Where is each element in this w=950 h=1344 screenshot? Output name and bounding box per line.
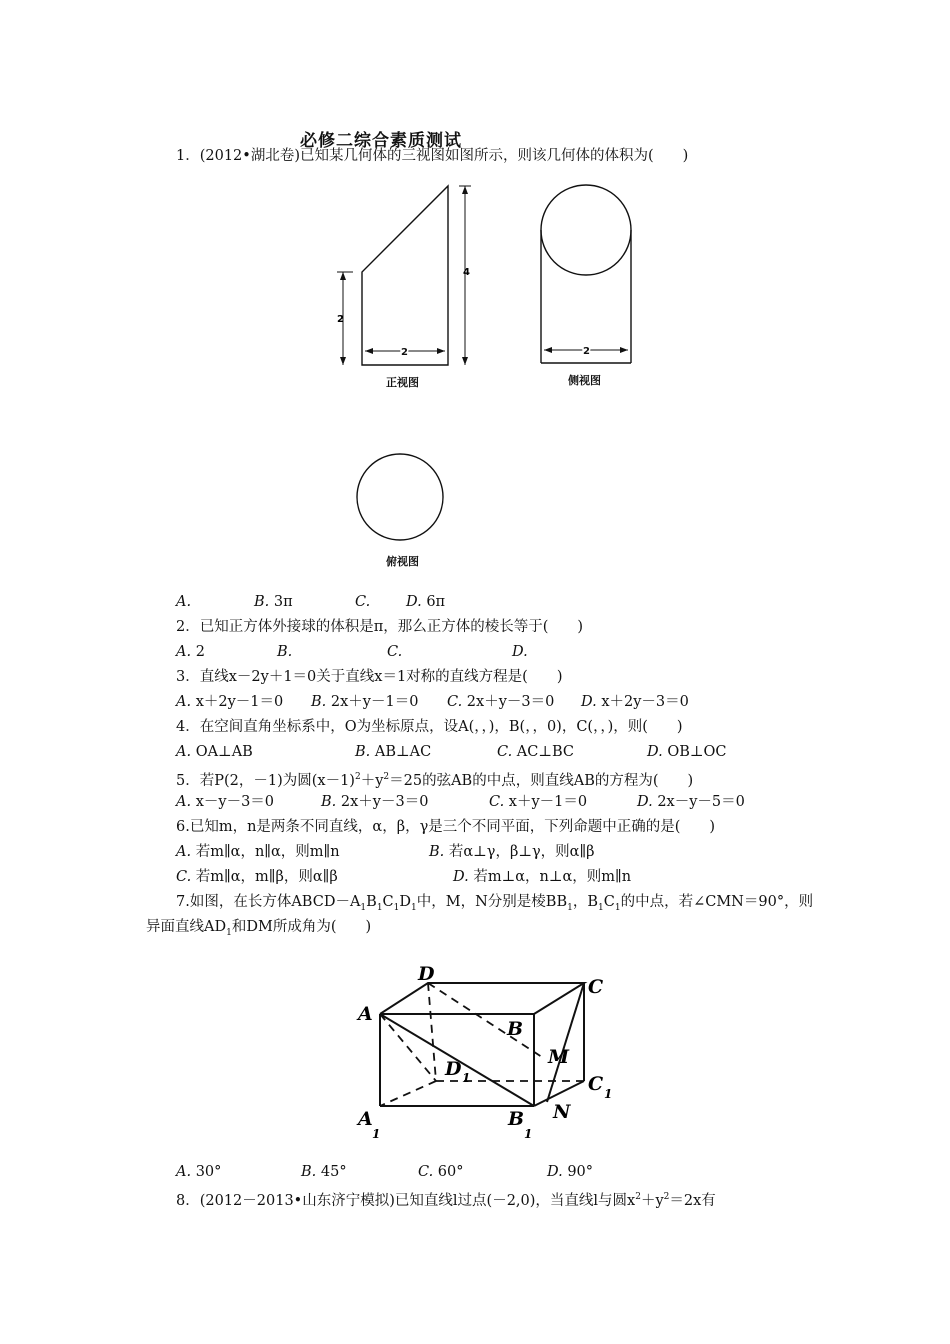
q1-option-d[interactable]: D. 6π xyxy=(406,594,446,610)
svg-text:1: 1 xyxy=(604,1087,613,1101)
vertex-label-c1: C xyxy=(588,1073,604,1095)
question-8-text: 8．(2012－2013•山东济宁模拟)已知直线l过点(－2,0)，当直线l与圆$x^2+y^2=2x$有 xyxy=(176,1192,716,1209)
q5-option-c[interactable]: C. x＋y－1＝0 xyxy=(489,794,588,810)
vertex-label-b1: B xyxy=(508,1108,525,1130)
q6-option-b[interactable]: B. 若α⊥γ，β⊥γ，则α∥β xyxy=(429,844,595,860)
front-right-dim-label: 4 xyxy=(463,267,470,278)
top-view-circle xyxy=(357,454,443,540)
front-view-figure xyxy=(325,180,475,370)
q7-option-b[interactable]: B. 45° xyxy=(301,1164,347,1180)
side-view-circle xyxy=(541,185,631,275)
side-view-figure xyxy=(535,180,640,370)
q3-option-d[interactable]: D. x＋2y－3＝0 xyxy=(581,694,689,710)
q6-option-d[interactable]: D. 若m⊥α，n⊥α，则m∥n xyxy=(453,869,632,885)
q1-option-c[interactable]: C. xyxy=(355,594,371,610)
front-left-dim-label: 2 xyxy=(337,314,344,325)
q4-option-c[interactable]: C. AC⊥BC xyxy=(497,744,575,760)
q7-option-c[interactable]: C. 60° xyxy=(418,1164,464,1180)
q3-option-b[interactable]: B. 2x＋y－1＝0 xyxy=(311,694,419,710)
q5-option-d[interactable]: D. 2x－y－5＝0 xyxy=(637,794,745,810)
page-title: 必修二综合素质测试 xyxy=(300,131,462,151)
svg-text:1: 1 xyxy=(462,1071,471,1085)
q4-option-a[interactable]: A. OA⊥AB xyxy=(176,744,253,760)
q5-option-b[interactable]: B. 2x＋y－3＝0 xyxy=(321,794,429,810)
question-4-text: 4．在空间直角坐标系中，O为坐标原点，设A(，，)，B(，，0)，C(，，)，则( ) xyxy=(176,719,683,735)
front-view-caption: 正视图 xyxy=(386,376,419,389)
question-7-text-line1: 7.如图，在长方体$ABCD-A_1B_1C_1D_1$中，M，N分别是棱$BB_1$，$B_1C_1$的中点，若∠CMN＝90°，则 xyxy=(176,894,814,913)
svg-text:1: 1 xyxy=(372,1127,381,1141)
question-6-text: 6.已知m，n是两条不同直线，α，β，γ是三个不同平面，下列命题中正确的是( ) xyxy=(176,819,716,835)
front-width-label: 2 xyxy=(401,347,408,358)
vertex-label-c: C xyxy=(588,976,604,998)
q2-option-c[interactable]: C. xyxy=(387,644,403,660)
q1-option-a[interactable]: A. xyxy=(176,594,192,610)
question-7-text-line2: 异面直线$AD_1$和DM所成角为( ) xyxy=(146,919,372,938)
front-view-shape xyxy=(362,186,448,365)
q3-option-c[interactable]: C. 2x＋y－3＝0 xyxy=(447,694,555,710)
q2-option-d[interactable]: D. xyxy=(512,644,528,660)
question-3-text: 3．直线x－2y＋1＝0关于直线x＝1对称的直线方程是( ) xyxy=(176,669,563,685)
q2-option-a[interactable]: A. 2 xyxy=(176,644,205,660)
q7-option-a[interactable]: A. 30° xyxy=(176,1164,222,1180)
top-view-figure xyxy=(355,452,455,552)
q4-option-b[interactable]: B. AB⊥AC xyxy=(355,744,432,760)
q6-option-c[interactable]: C. 若m∥α，m∥β，则α∥β xyxy=(176,869,338,885)
q7-option-d[interactable]: D. 90° xyxy=(547,1164,594,1180)
vertex-label-a: A xyxy=(358,1003,373,1025)
q2-option-b[interactable]: B. xyxy=(277,644,293,660)
vertex-label-m: M xyxy=(548,1046,570,1068)
q3-option-a[interactable]: A. x＋2y－1＝0 xyxy=(176,694,284,710)
vertex-label-b: B xyxy=(507,1018,524,1040)
cuboid-figure xyxy=(350,960,620,1145)
vertex-label-n: N xyxy=(553,1101,571,1123)
question-1-text: 1．(2012•湖北卷)已知某几何体的三视图如图所示，则该几何体的体积为( ) xyxy=(176,148,689,164)
side-width-label: 2 xyxy=(583,346,590,357)
svg-text:1: 1 xyxy=(524,1127,533,1141)
vertex-label-d: D xyxy=(418,963,435,985)
q4-option-d[interactable]: D. OB⊥OC xyxy=(647,744,727,760)
question-5-text: 5．若P(2，－1)为圆$(x-1)^2+y^2=25$的弦AB的中点，则直线AB的方程为( ) xyxy=(176,772,694,789)
vertex-label-a1: A xyxy=(358,1108,373,1130)
question-2-text: 2．已知正方体外接球的体积是π，那么正方体的棱长等于( ) xyxy=(176,619,584,635)
q1-option-b[interactable]: B. 3π xyxy=(254,594,293,610)
q5-option-a[interactable]: A. x－y－3＝0 xyxy=(176,794,275,810)
q6-option-a[interactable]: A. 若m∥α，n∥α，则m∥n xyxy=(176,844,340,860)
top-view-caption: 俯视图 xyxy=(386,555,419,568)
vertex-label-d1: D xyxy=(445,1058,462,1080)
side-view-caption: 侧视图 xyxy=(568,374,601,387)
